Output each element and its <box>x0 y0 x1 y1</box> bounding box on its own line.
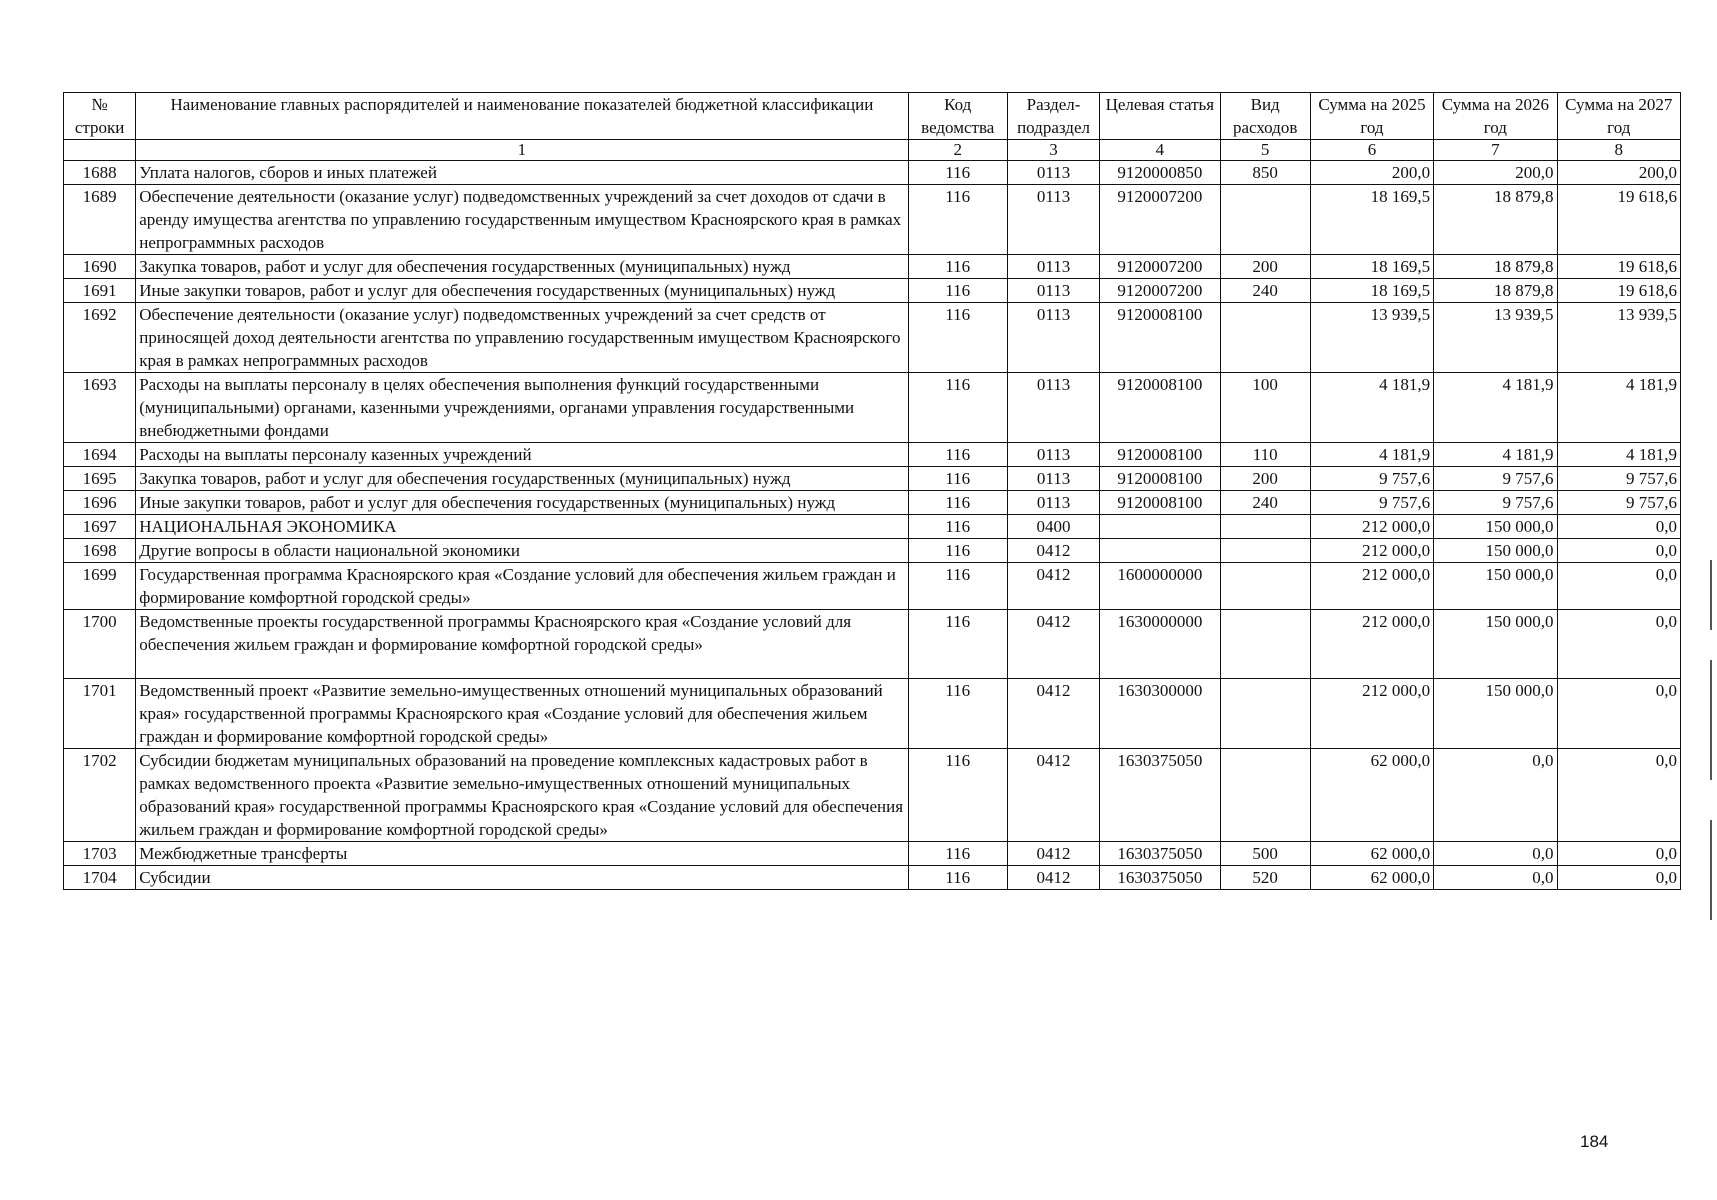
header-section: Раздел-подраздел <box>1007 93 1099 140</box>
row-name: Иные закупки товаров, работ и услуг для обеспечения государственных (муниципальных) нужд <box>136 279 908 303</box>
table-row <box>64 539 1681 563</box>
row-name: Государственная программа Красноярского края «Создание условий для обеспечения жильем граждан и формирование комфортной городской среды» <box>136 563 908 610</box>
expense-type: 520 <box>1220 866 1310 890</box>
row-name: Уплата налогов, сборов и иных платежей <box>136 161 908 185</box>
sum-2025: 212 000,0 <box>1310 610 1433 679</box>
table-row <box>64 563 1681 610</box>
sum-2027: 0,0 <box>1557 539 1680 563</box>
column-number: 2 <box>908 140 1007 161</box>
page-number: 184 <box>1580 1132 1609 1151</box>
row-number: 1700 <box>64 610 136 679</box>
sum-2025: 62 000,0 <box>1310 842 1433 866</box>
sum-2027: 0,0 <box>1557 515 1680 539</box>
sum-2027: 0,0 <box>1557 866 1680 890</box>
dept-code: 116 <box>908 255 1007 279</box>
target-code: 9120007200 <box>1100 255 1220 279</box>
table-row <box>64 303 1681 373</box>
row-name: Расходы на выплаты персоналу в целях обеспечения выполнения функций государственными (муниципальными) органами, казенными учреждениями, органами управления государственными внебюджетными фондами <box>136 373 908 443</box>
dept-code: 116 <box>908 842 1007 866</box>
row-name: НАЦИОНАЛЬНАЯ ЭКОНОМИКА <box>136 515 908 539</box>
section-code: 0412 <box>1007 842 1099 866</box>
table-row <box>64 515 1681 539</box>
sum-2025: 212 000,0 <box>1310 515 1433 539</box>
table-row <box>64 373 1681 443</box>
section-code: 0412 <box>1007 563 1099 610</box>
sum-2026: 18 879,8 <box>1434 279 1557 303</box>
sum-2027: 4 181,9 <box>1557 373 1680 443</box>
dept-code: 116 <box>908 679 1007 749</box>
dept-code: 116 <box>908 866 1007 890</box>
section-code: 0400 <box>1007 515 1099 539</box>
sum-2026: 18 879,8 <box>1434 185 1557 255</box>
expense-type <box>1220 515 1310 539</box>
row-number: 1689 <box>64 185 136 255</box>
sum-2027: 19 618,6 <box>1557 255 1680 279</box>
sum-2025: 9 757,6 <box>1310 491 1433 515</box>
row-number: 1699 <box>64 563 136 610</box>
target-code: 9120008100 <box>1100 467 1220 491</box>
column-number: 6 <box>1310 140 1433 161</box>
target-code: 1630375050 <box>1100 749 1220 842</box>
section-code: 0113 <box>1007 303 1099 373</box>
sum-2025: 212 000,0 <box>1310 539 1433 563</box>
dept-code: 116 <box>908 539 1007 563</box>
row-number: 1690 <box>64 255 136 279</box>
row-name: Ведомственные проекты государственной программы Красноярского края «Создание условий для обеспечения жильем граждан и формирование комфортной городской среды» <box>136 610 908 679</box>
table-row <box>64 467 1681 491</box>
sum-2025: 13 939,5 <box>1310 303 1433 373</box>
sum-2027: 9 757,6 <box>1557 491 1680 515</box>
sum-2026: 0,0 <box>1434 842 1557 866</box>
sum-2026: 200,0 <box>1434 161 1557 185</box>
sum-2026: 13 939,5 <box>1434 303 1557 373</box>
row-name: Иные закупки товаров, работ и услуг для обеспечения государственных (муниципальных) нужд <box>136 491 908 515</box>
table-row <box>64 610 1681 679</box>
row-number: 1694 <box>64 443 136 467</box>
header-name: Наименование главных распорядителей и наименование показателей бюджетной классификации <box>136 93 908 140</box>
row-number: 1696 <box>64 491 136 515</box>
expense-type <box>1220 303 1310 373</box>
expense-type: 110 <box>1220 443 1310 467</box>
sum-2027: 0,0 <box>1557 842 1680 866</box>
column-number-blank <box>64 140 136 161</box>
section-code: 0412 <box>1007 749 1099 842</box>
row-number: 1693 <box>64 373 136 443</box>
header-target: Целевая статья <box>1100 93 1220 140</box>
row-name: Закупка товаров, работ и услуг для обеспечения государственных (муниципальных) нужд <box>136 255 908 279</box>
table-row <box>64 842 1681 866</box>
sum-2027: 13 939,5 <box>1557 303 1680 373</box>
row-name: Ведомственный проект «Развитие земельно-имущественных отношений муниципальных образований края» государственной программы Красноярского края «Создание условий для обеспечения жильем граждан и формирование комфортной городской среды» <box>136 679 908 749</box>
sum-2026: 9 757,6 <box>1434 491 1557 515</box>
dept-code: 116 <box>908 279 1007 303</box>
section-code: 0113 <box>1007 467 1099 491</box>
row-number: 1695 <box>64 467 136 491</box>
row-name: Обеспечение деятельности (оказание услуг) подведомственных учреждений за счет средств от приносящей доход деятельности агентства по управлению государственным имуществом Красноярского края в рамках непрограммных расходов <box>136 303 908 373</box>
section-code: 0113 <box>1007 161 1099 185</box>
expense-type <box>1220 749 1310 842</box>
section-code: 0412 <box>1007 539 1099 563</box>
expense-type: 240 <box>1220 279 1310 303</box>
dept-code: 116 <box>908 443 1007 467</box>
column-number: 1 <box>136 140 908 161</box>
target-code: 1630000000 <box>1100 610 1220 679</box>
row-number: 1692 <box>64 303 136 373</box>
sum-2026: 150 000,0 <box>1434 679 1557 749</box>
section-code: 0113 <box>1007 491 1099 515</box>
sum-2025: 62 000,0 <box>1310 749 1433 842</box>
target-code: 9120007200 <box>1100 279 1220 303</box>
expense-type <box>1220 610 1310 679</box>
table-row <box>64 185 1681 255</box>
row-number: 1703 <box>64 842 136 866</box>
header-expense-type: Вид расходов <box>1220 93 1310 140</box>
row-name: Межбюджетные трансферты <box>136 842 908 866</box>
sum-2026: 150 000,0 <box>1434 539 1557 563</box>
section-code: 0412 <box>1007 610 1099 679</box>
target-code: 1630375050 <box>1100 866 1220 890</box>
column-number: 5 <box>1220 140 1310 161</box>
expense-type: 240 <box>1220 491 1310 515</box>
sum-2026: 4 181,9 <box>1434 373 1557 443</box>
sum-2026: 150 000,0 <box>1434 563 1557 610</box>
table-body <box>64 161 1681 890</box>
column-number-row <box>64 140 1681 161</box>
expense-type: 500 <box>1220 842 1310 866</box>
table-header <box>64 93 1681 161</box>
expense-type: 850 <box>1220 161 1310 185</box>
table-row <box>64 443 1681 467</box>
sum-2027: 0,0 <box>1557 749 1680 842</box>
dept-code: 116 <box>908 491 1007 515</box>
target-code: 9120008100 <box>1100 443 1220 467</box>
target-code: 9120008100 <box>1100 303 1220 373</box>
table-row <box>64 749 1681 842</box>
row-number: 1702 <box>64 749 136 842</box>
sum-2027: 0,0 <box>1557 679 1680 749</box>
target-code: 1630375050 <box>1100 842 1220 866</box>
header-sum-2027: Сумма на 2027 год <box>1557 93 1680 140</box>
expense-type: 200 <box>1220 467 1310 491</box>
table-row <box>64 679 1681 749</box>
row-name: Расходы на выплаты персоналу казенных учреждений <box>136 443 908 467</box>
target-code <box>1100 539 1220 563</box>
header-row <box>64 93 1681 140</box>
sum-2025: 18 169,5 <box>1310 185 1433 255</box>
section-code: 0412 <box>1007 679 1099 749</box>
table-row <box>64 866 1681 890</box>
target-code: 9120008100 <box>1100 491 1220 515</box>
column-number: 7 <box>1434 140 1557 161</box>
table-row <box>64 491 1681 515</box>
row-name: Обеспечение деятельности (оказание услуг) подведомственных учреждений за счет доходов от сдачи в аренду имущества агентства по управлению государственным имуществом Красноярского края в рамках непрограммных расходов <box>136 185 908 255</box>
row-number: 1704 <box>64 866 136 890</box>
sum-2026: 4 181,9 <box>1434 443 1557 467</box>
sum-2026: 150 000,0 <box>1434 610 1557 679</box>
sum-2025: 212 000,0 <box>1310 563 1433 610</box>
header-sum-2026: Сумма на 2026 год <box>1434 93 1557 140</box>
dept-code: 116 <box>908 515 1007 539</box>
sum-2025: 62 000,0 <box>1310 866 1433 890</box>
dept-code: 116 <box>908 563 1007 610</box>
row-name: Закупка товаров, работ и услуг для обеспечения государственных (муниципальных) нужд <box>136 467 908 491</box>
sum-2026: 9 757,6 <box>1434 467 1557 491</box>
sum-2027: 4 181,9 <box>1557 443 1680 467</box>
expense-type <box>1220 539 1310 563</box>
dept-code: 116 <box>908 161 1007 185</box>
table-row <box>64 279 1681 303</box>
sum-2026: 150 000,0 <box>1434 515 1557 539</box>
scan-edge-mark <box>1710 660 1712 780</box>
sum-2025: 4 181,9 <box>1310 443 1433 467</box>
sum-2027: 19 618,6 <box>1557 185 1680 255</box>
sum-2025: 200,0 <box>1310 161 1433 185</box>
table-row <box>64 255 1681 279</box>
sum-2025: 18 169,5 <box>1310 279 1433 303</box>
dept-code: 116 <box>908 749 1007 842</box>
section-code: 0113 <box>1007 279 1099 303</box>
row-number: 1698 <box>64 539 136 563</box>
sum-2027: 0,0 <box>1557 563 1680 610</box>
sum-2027: 19 618,6 <box>1557 279 1680 303</box>
target-code: 1630300000 <box>1100 679 1220 749</box>
sum-2026: 18 879,8 <box>1434 255 1557 279</box>
expense-type <box>1220 679 1310 749</box>
header-dept-code: Код ведомства <box>908 93 1007 140</box>
target-code: 9120000850 <box>1100 161 1220 185</box>
column-number: 3 <box>1007 140 1099 161</box>
scan-edge-mark <box>1710 820 1712 920</box>
expense-type <box>1220 563 1310 610</box>
expense-type: 200 <box>1220 255 1310 279</box>
expense-type <box>1220 185 1310 255</box>
sum-2027: 0,0 <box>1557 610 1680 679</box>
budget-table <box>63 92 1681 890</box>
target-code: 1600000000 <box>1100 563 1220 610</box>
target-code: 9120008100 <box>1100 373 1220 443</box>
dept-code: 116 <box>908 373 1007 443</box>
dept-code: 116 <box>908 467 1007 491</box>
row-number: 1701 <box>64 679 136 749</box>
expense-type: 100 <box>1220 373 1310 443</box>
sum-2027: 9 757,6 <box>1557 467 1680 491</box>
dept-code: 116 <box>908 610 1007 679</box>
row-name: Другие вопросы в области национальной экономики <box>136 539 908 563</box>
section-code: 0113 <box>1007 373 1099 443</box>
header-sum-2025: Сумма на 2025 год <box>1310 93 1433 140</box>
sum-2025: 9 757,6 <box>1310 467 1433 491</box>
section-code: 0113 <box>1007 255 1099 279</box>
table-row <box>64 161 1681 185</box>
section-code: 0412 <box>1007 866 1099 890</box>
row-number: 1688 <box>64 161 136 185</box>
sum-2025: 4 181,9 <box>1310 373 1433 443</box>
sum-2026: 0,0 <box>1434 749 1557 842</box>
column-number: 4 <box>1100 140 1220 161</box>
scan-edge-mark <box>1710 560 1712 630</box>
row-number: 1691 <box>64 279 136 303</box>
sum-2025: 212 000,0 <box>1310 679 1433 749</box>
row-name: Субсидии <box>136 866 908 890</box>
section-code: 0113 <box>1007 185 1099 255</box>
header-row-no: № строки <box>64 93 136 140</box>
target-code: 9120007200 <box>1100 185 1220 255</box>
sum-2027: 200,0 <box>1557 161 1680 185</box>
row-number: 1697 <box>64 515 136 539</box>
dept-code: 116 <box>908 303 1007 373</box>
row-name: Субсидии бюджетам муниципальных образований на проведение комплексных кадастровых работ в рамках ведомственного проекта «Развитие земельно-имущественных отношений муниципальных образований края» государственной программы Красноярского края «Создание условий для обеспечения жильем граждан и формирование комфортной городской среды» <box>136 749 908 842</box>
dept-code: 116 <box>908 185 1007 255</box>
column-number: 8 <box>1557 140 1680 161</box>
target-code <box>1100 515 1220 539</box>
section-code: 0113 <box>1007 443 1099 467</box>
sum-2026: 0,0 <box>1434 866 1557 890</box>
sum-2025: 18 169,5 <box>1310 255 1433 279</box>
